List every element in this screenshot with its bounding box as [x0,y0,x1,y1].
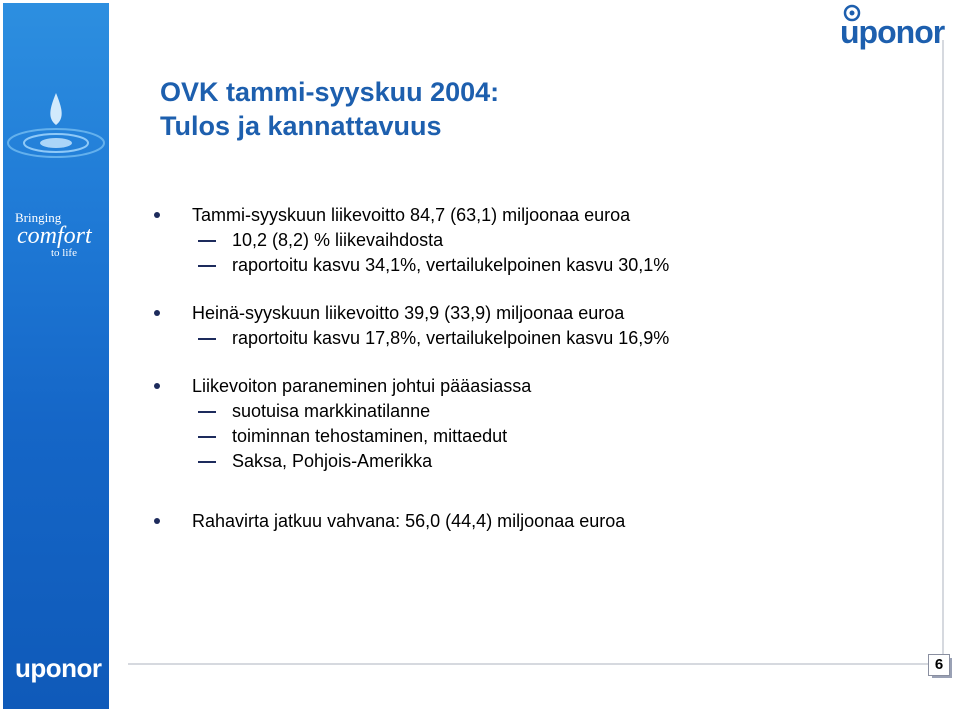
slide-title [160,75,499,143]
dash-icon [198,338,216,340]
bullet-item [150,300,910,326]
bullet-item [150,508,910,534]
page-number: 6 [928,654,950,676]
brand-tagline [15,211,105,259]
tagline-line-1: Bringing [15,210,62,225]
sub-bullet-text: Saksa, Pohjois-Amerikka [232,451,433,471]
bullet-text: Heinä-syyskuun liikevoitto 39,9 (33,9) miljoonaa euroa [192,303,625,323]
sub-bullet-text: toiminnan tehostaminen, mittaedut [232,426,508,446]
sub-bullet-text: 10,2 (8,2) % liikevaihdosta [232,230,444,250]
sub-bullet-item [150,253,910,278]
dash-icon [198,461,216,463]
bullet-dot-icon [154,310,160,316]
sub-bullet-text: raportoitu kasvu 34,1%, vertailukelpoinen kasvu 30,1% [232,255,670,275]
header-logo-text: uponor [840,14,945,50]
slide-title-line-1: OVK tammi-syyskuu 2004: [160,77,500,107]
water-drop-icon [3,63,109,183]
bullet-dot-icon [154,212,160,218]
tagline-line-3: to life [51,247,77,259]
bullet-text: Tammi-syyskuun liikevoitto 84,7 (63,1) miljoonaa euroa [192,205,631,225]
bullet-list [150,202,910,534]
sub-bullet-text: raportoitu kasvu 17,8%, vertailukelpoinen kasvu 16,9% [232,328,670,348]
sidebar-logo: uponor [15,653,102,683]
sub-bullet-item [150,449,910,474]
sub-bullet-item [150,228,910,253]
dash-icon [198,240,216,242]
sub-bullet-text: suotuisa markkinatilanne [232,401,431,421]
tagline-line-2: comfort [17,223,92,249]
dash-icon [198,265,216,267]
bullet-item [150,202,910,228]
brand-sidebar [3,3,109,709]
bullet-text: Rahavirta jatkuu vahvana: 56,0 (44,4) miljoonaa euroa [192,511,626,531]
sub-bullet-item [150,326,910,351]
slide-title-line-2: Tulos ja kannattavuus [160,111,442,141]
sub-bullet-item [150,399,910,424]
bullet-dot-icon [154,518,160,524]
bullet-text: Liikevoiton paraneminen johtui pääasiassa [192,376,532,396]
dash-icon [198,411,216,413]
sub-bullet-item [150,424,910,449]
dash-icon [198,436,216,438]
bullet-item [150,373,910,399]
bullet-dot-icon [154,383,160,389]
